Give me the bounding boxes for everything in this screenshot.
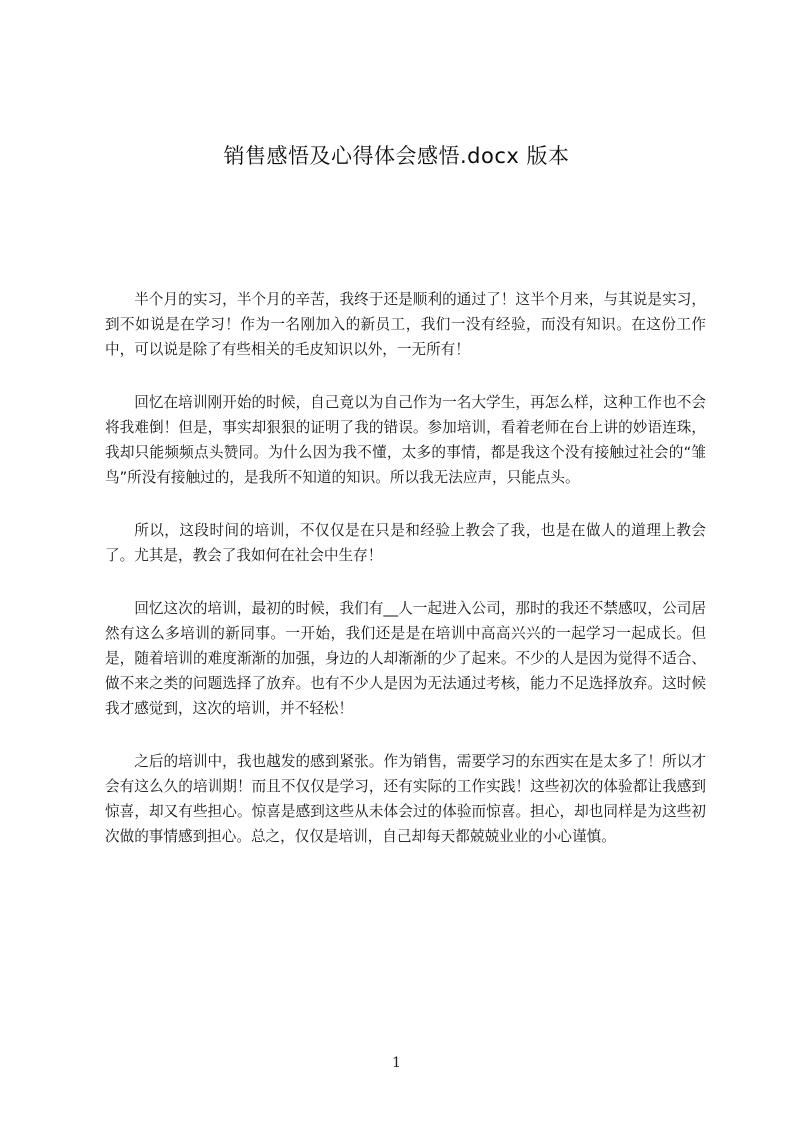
document-title: 销售感悟及心得体会感悟.docx 版本 (223, 144, 570, 168)
paragraph-2: 回忆在培训刚开始的时候，自己竟以为自己作为一名大学生，再怎么样，这种工作也不会将我难倒！但是，事实却狠狠的证明了我的错误。参加培训，看着老师在台上讲的妙语连珠，我却只能频频点头赞同。为什么因为我不懂，太多的事情，都是我这个没有接触过社会的“雏鸟”所没有接触过的，是我所不知道的知识。所以我无法应声，只能点头。 (105, 394, 706, 486)
paragraph-1: 半个月的实习，半个月的辛苦，我终于还是顺利的通过了！这半个月来，与其说是实习，到不如说是在学习！作为一名刚加入的新员工，我们一没有经验，而没有知识。在这份工作中，可以说是除了有些相关的毛皮知识以外，一无所有！ (105, 291, 706, 358)
paragraph-5: 之后的培训中，我也越发的感到紧张。作为销售，需要学习的东西实在是太多了！所以才会有这么久的培训期！而且不仅仅是学习，还有实际的工作实践！这些初次的体验都让我感到惊喜，却又有些担心。惊喜是感到这些从未体会过的体验而惊喜。担心，却也同样是为这些初次做的事情感到担心。总之，仅仅是培训，自己却每天都兢兢业业的小心谨慎。 (105, 753, 706, 845)
paragraph-4: 回忆这次的培训，最初的时候，我们有__人一起进入公司，那时的我还不禁感叹，公司居然有这么多培训的新同事。一开始，我们还是是在培训中高高兴兴的一起学习一起成长。但是，随着培训的难度渐渐的加强，身边的人却渐渐的少了起来。不少的人是因为觉得不适合、做不来之类的问题选择了放弃。也有不少人是因为无法通过考核，能力不足选择放弃。这时候我才感觉到，这次的培训，并不轻松！ (105, 600, 706, 717)
page-number: 1 (392, 1055, 401, 1071)
paragraph-3: 所以，这段时间的培训，不仅仅是在只是和经验上教会了我，也是在做人的道理上教会了。尤其是，教会了我如何在社会中生存！ (105, 522, 706, 564)
document-body (105, 287, 706, 877)
